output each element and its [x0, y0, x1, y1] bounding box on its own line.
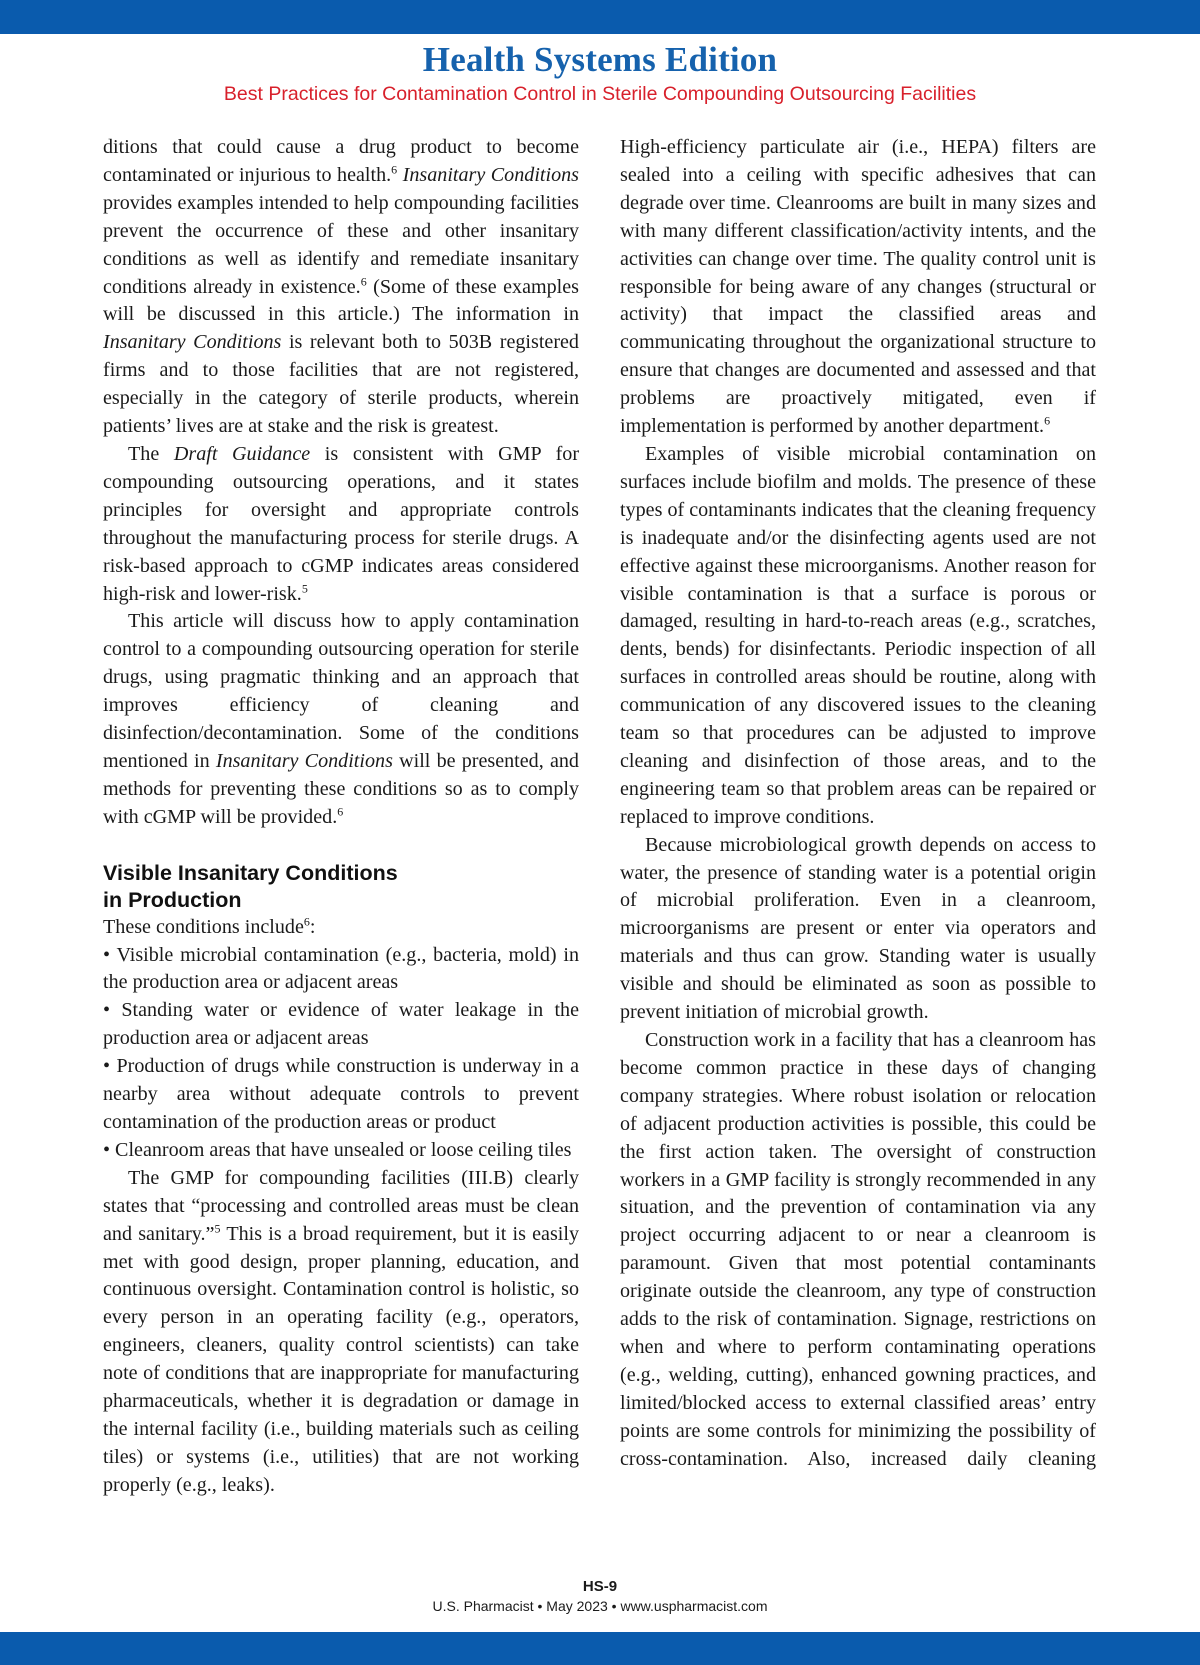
publication-line: U.S. Pharmacist • May 2023 • www.uspharmacist.com [432, 1598, 768, 1614]
list-item: • Standing water or evidence of water leakage in the production area or adjacent areas [103, 999, 579, 1050]
bottom-color-band [0, 1632, 1200, 1665]
paragraph: This article will discuss how to apply contamination control to a compounding outsourcing operation for sterile drugs, using pragmatic thinking and an approach that improves efficiency of cleaning and disinfection/decontamination. Some of the conditions mentioned in Insanitary Conditions will be presented, and methods for preventing these conditions so as to comply with cGMP will be provided.$^6$ [103, 610, 579, 828]
section-heading: Visible Insanitary Conditions in Production [103, 860, 398, 912]
list-item: • Production of drugs while construction is underway in a nearby area without adequate controls to prevent contamination of the production areas or product [103, 1055, 579, 1133]
paragraph: Because microbiological growth depends on access to water, the presence of standing water is a potential origin of microbial proliferation. Even in a cleanroom, microorganisms are present or enter via operators and materials and thus can grow. Standing water is usually visible and should be eliminated as soon as possible to prevent initiation of microbial growth. [620, 833, 1096, 1024]
list-item: • Cleanroom areas that have unsealed or loose ceiling tiles [103, 1138, 572, 1161]
top-color-band [0, 0, 1200, 34]
paragraph: High-efficiency particulate air (i.e., HEPA) filters are sealed into a ceiling with specific adhesives that can degrade over time. Cleanrooms are built in many sizes and with many different classification/activity intents, and the activities can change over time. The quality control unit is responsible for being aware of any changes (structural or activity) that impact the classified areas and communicating throughout the organizational structure to ensure that changes are documented and assessed and that problems are proactively mitigated, even if implementation is performed by another department.$^6$ [620, 136, 1096, 438]
page-header [0, 40, 1200, 106]
paragraph: Construction work in a facility that has a cleanroom has become common practice in these days of changing company strategies. Where robust isolation or relocation of adjacent production activities is possible, this could be the first action taken. The oversight of construction workers in a GMP facility is strongly recommended in any situation, and the prevention of contamination via any project occurring adjacent to or near a cleanroom is paramount. Given that most potential contaminants originate outside the cleanroom, any type of construction adds to the risk of contamination. Signage, restrictions on when and where to perform contaminating operations (e.g., welding, cutting), enhanced gowning practices, and limited/blocked access to external classified areas’ entry points are some controls for minimizing the possibility of cross-contamination. Also, increased daily cleaning [620, 1029, 1096, 1470]
page-footer [0, 1578, 1200, 1615]
article-subtitle: Best Practices for Contamination Control in Sterile Compounding Outsourcing Facilities [223, 83, 977, 105]
left-column [103, 134, 579, 1500]
list-item: • Visible microbial contamination (e.g., bacteria, mold) in the production area or adjacent areas [103, 943, 579, 994]
paragraph: The Draft Guidance is consistent with GMP for compounding outsourcing operations, and it states principles for oversight and appropriate controls throughout the manufacturing process for sterile drugs. A risk-based approach to cGMP indicates areas considered high-risk and lower-risk.$^5$ [103, 442, 580, 605]
right-column [620, 134, 1096, 1474]
list-intro: These conditions include$^6$: [103, 913, 316, 938]
page-number: HS-9 [582, 1578, 618, 1595]
paragraph: Examples of visible microbial contamination on surfaces include biofilm and molds. The presence of these types of contaminants indicates that the cleaning frequency is inadequate and/or the disinfecting agents used are not effective against these microorganisms. Another reason for visible contamination is that a surface is porous or damaged, resulting in hard-to-reach areas (e.g., scratches, dents, bends) for disinfectants. Periodic inspection of all surfaces in controlled areas should be routine, along with communication of any discovered issues to the cleaning team so that procedures can be adjusted to improve cleaning and disinfection of those areas, and to the engineering team so that problem areas can be repaired or replaced to improve conditions. [620, 442, 1096, 828]
paragraph: The GMP for compounding facilities (III.B) clearly states that “processing and controlled areas must be clean and sanitary.”$^5$ This is a broad requirement, but it is easily met with good design, proper planning, education, and continuous oversight. Contamination control is holistic, so every person in an operating facility (e.g., operators, engineers, cleaners, quality control scientists) can take note of conditions that are inappropriate for manufacturing pharmaceuticals, whether it is degradation or damage in the internal facility (i.e., building materials such as ceiling tiles) or systems (i.e., utilities) that are not working properly (e.g., leaks). [103, 1166, 579, 1496]
paragraph: ditions that could cause a drug product to become contaminated or injurious to health.$^6$ Insanitary Conditions provides examples intended to help compounding facilities prevent the occurrence of these and other insanitary conditions as well as identify and remediate insanitary conditions already in existence.$^6$ (Some of these examples will be discussed in this article.) The information in Insanitary Conditions is relevant both to 503B registered firms and to those facilities that are not registered, especially in the category of sterile products, wherein patients’ lives are at stake and the risk is greatest. [103, 136, 579, 438]
edition-title: Health Systems Edition [422, 40, 778, 79]
